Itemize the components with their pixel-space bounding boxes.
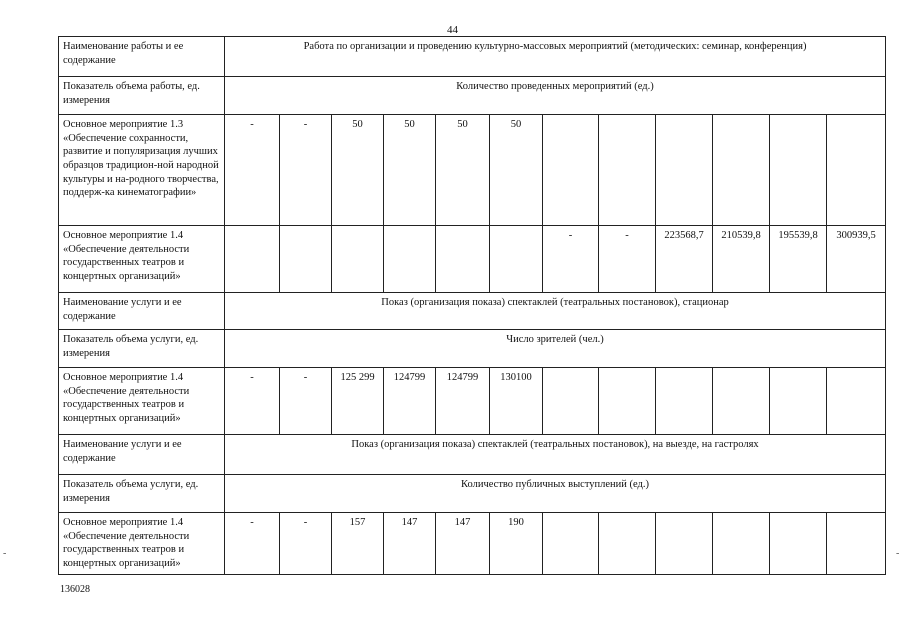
value-cell	[656, 513, 713, 575]
value-cell: 124799	[436, 368, 490, 435]
row-description: Количество публичных выступлений (ед.)	[225, 475, 886, 513]
row-label: Основное мероприятие 1.4 «Обеспечение деятельности государственных театров и концертных организаций»	[59, 513, 225, 575]
value-cell	[827, 513, 886, 575]
row-description: Показ (организация показа) спектаклей (театральных постановок), стационар	[225, 293, 886, 330]
value-cell: -	[225, 513, 280, 575]
row-label: Основное мероприятие 1.4 «Обеспечение деятельности государственных театров и концертных организаций»	[59, 226, 225, 293]
value-cell: -	[225, 115, 280, 226]
table-row	[59, 368, 886, 435]
value-cell	[543, 368, 599, 435]
value-cell	[490, 226, 543, 293]
row-label: Наименование услуги и ее содержание	[59, 435, 225, 475]
table-header-row	[59, 293, 886, 330]
value-cell	[827, 115, 886, 226]
table-header-row	[59, 435, 886, 475]
value-cell	[656, 115, 713, 226]
row-label: Наименование услуги и ее содержание	[59, 293, 225, 330]
value-cell: 223568,7	[656, 226, 713, 293]
value-cell	[384, 226, 436, 293]
value-cell: 300939,5	[827, 226, 886, 293]
value-cell	[770, 513, 827, 575]
value-cell: 50	[436, 115, 490, 226]
indicators-table	[58, 36, 886, 575]
table-row	[59, 513, 886, 575]
value-cell	[713, 115, 770, 226]
value-cell: 147	[384, 513, 436, 575]
value-cell	[599, 368, 656, 435]
value-cell: -	[280, 115, 332, 226]
value-cell	[656, 368, 713, 435]
value-cell	[770, 368, 827, 435]
row-label: Показатель объема услуги, ед. измерения	[59, 330, 225, 368]
value-cell: 147	[436, 513, 490, 575]
value-cell: 124799	[384, 368, 436, 435]
row-description: Работа по организации и проведению культурно-массовых мероприятий (методических: семинар, конференция)	[225, 37, 886, 77]
value-cell	[827, 368, 886, 435]
row-description: Число зрителей (чел.)	[225, 330, 886, 368]
value-cell	[543, 115, 599, 226]
table-header-row	[59, 475, 886, 513]
value-cell: 157	[332, 513, 384, 575]
row-label: Основное мероприятие 1.3 «Обеспечение сохранности, развитие и популяризация лучших образцов традицион-ной народной культуры и на-родного творчества, поддерж-ка кинематографии»	[59, 115, 225, 226]
edge-mark-right: -	[896, 548, 900, 559]
value-cell	[543, 513, 599, 575]
table-header-row	[59, 37, 886, 77]
value-cell: -	[599, 226, 656, 293]
value-cell: 50	[332, 115, 384, 226]
value-cell	[713, 513, 770, 575]
value-cell	[599, 513, 656, 575]
row-description: Количество проведенных мероприятий (ед.)	[225, 77, 886, 115]
value-cell	[280, 226, 332, 293]
table-row	[59, 226, 886, 293]
value-cell	[225, 226, 280, 293]
value-cell: 125 299	[332, 368, 384, 435]
footer-code: 136028	[60, 584, 90, 595]
row-description: Показ (организация показа) спектаклей (театральных постановок), на выезде, на гастролях	[225, 435, 886, 475]
value-cell	[332, 226, 384, 293]
row-label: Наименование работы и ее содержание	[59, 37, 225, 77]
value-cell: 210539,8	[713, 226, 770, 293]
row-label: Показатель объема услуги, ед. измерения	[59, 475, 225, 513]
table-row	[59, 115, 886, 226]
value-cell: 50	[384, 115, 436, 226]
row-label: Основное мероприятие 1.4 «Обеспечение деятельности государственных театров и концертных организаций»	[59, 368, 225, 435]
value-cell: 190	[490, 513, 543, 575]
value-cell	[436, 226, 490, 293]
row-label: Показатель объема работы, ед. измерения	[59, 77, 225, 115]
value-cell: -	[543, 226, 599, 293]
value-cell: 50	[490, 115, 543, 226]
edge-mark-left: -	[3, 548, 7, 559]
value-cell: -	[280, 368, 332, 435]
value-cell: -	[225, 368, 280, 435]
value-cell: 195539,8	[770, 226, 827, 293]
table-header-row	[59, 330, 886, 368]
value-cell	[599, 115, 656, 226]
value-cell	[713, 368, 770, 435]
table-header-row	[59, 77, 886, 115]
value-cell: 130100	[490, 368, 543, 435]
value-cell: -	[280, 513, 332, 575]
page-number: 44	[447, 24, 458, 36]
value-cell	[770, 115, 827, 226]
